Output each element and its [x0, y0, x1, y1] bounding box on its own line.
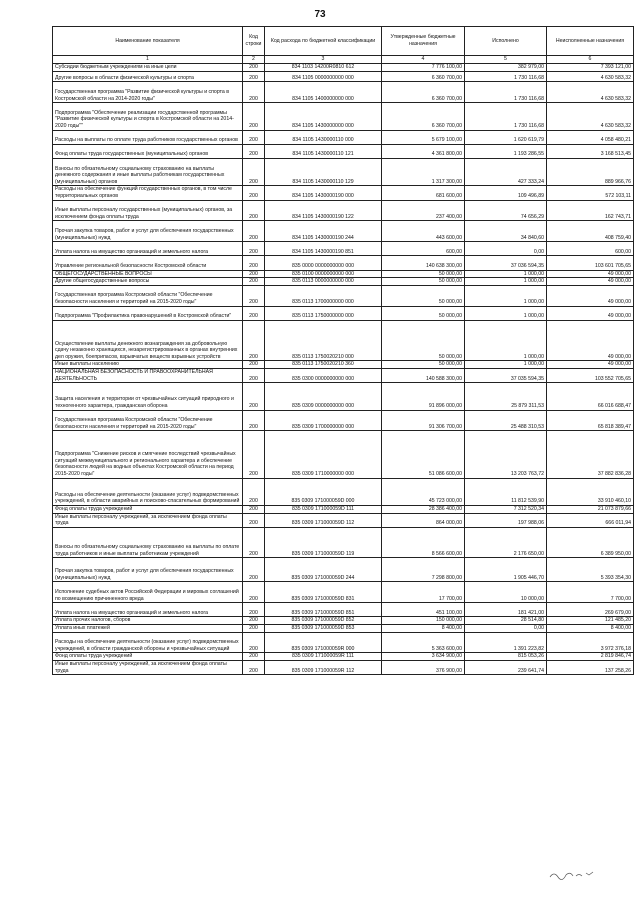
table-row [53, 661, 634, 675]
header-line-code: Код строки [243, 27, 265, 56]
row-line-code-cell: 200 [243, 617, 265, 625]
column-number: 3 [265, 56, 382, 64]
row-classification-code-cell: 834 1105 1430000110 121 [265, 144, 382, 158]
row-line-code-cell: 200 [243, 103, 265, 130]
row-classification-code-cell: 835 0309 171000059R 000 [265, 632, 382, 653]
row-approved-cell: 50 000,00 [382, 320, 465, 361]
table-row [53, 558, 634, 582]
header-executed: Исполнено [465, 27, 547, 56]
row-executed-cell: 25 488 310,53 [465, 410, 547, 431]
row-remaining-cell: 162 743,71 [547, 200, 634, 221]
table-row [53, 242, 634, 256]
table-row [53, 527, 634, 558]
row-classification-code-cell: 835 0113 1750020210 360 [265, 361, 382, 369]
row-executed-cell: 1 000,00 [465, 278, 547, 286]
row-line-code-cell: 200 [243, 270, 265, 278]
row-classification-code-cell: 835 0100 0000000000 000 [265, 270, 382, 278]
row-executed-cell: 239 641,74 [465, 661, 547, 675]
table-body [53, 56, 634, 675]
table-row [53, 617, 634, 625]
table-row [53, 270, 634, 278]
row-name-cell: Уплата налога на имущество организаций и земельного налога [53, 603, 243, 617]
table-row [53, 159, 634, 186]
row-classification-code-cell: 834 1105 1430000190 122 [265, 200, 382, 221]
row-classification-code-cell: 835 0309 171000059D 111 [265, 505, 382, 513]
row-executed-cell: 13 203 763,72 [465, 431, 547, 478]
row-line-code-cell: 200 [243, 632, 265, 653]
row-approved-cell: 150 000,00 [382, 617, 465, 625]
row-remaining-cell: 7 393 121,00 [547, 64, 634, 72]
row-approved-cell: 50 000,00 [382, 270, 465, 278]
row-executed-cell: 0,00 [465, 242, 547, 256]
row-approved-cell: 17 700,00 [382, 582, 465, 603]
page-number: 73 [314, 9, 326, 20]
row-executed-cell: 1 391 223,82 [465, 632, 547, 653]
row-classification-code-cell: 835 0300 0000000000 000 [265, 368, 382, 382]
row-executed-cell: 181 421,00 [465, 603, 547, 617]
row-remaining-cell: 5 393 354,30 [547, 558, 634, 582]
table-row [53, 431, 634, 478]
row-classification-code-cell: 834 1105 1430000000 000 [265, 103, 382, 130]
row-approved-cell: 1 317 300,00 [382, 159, 465, 186]
row-line-code-cell: 200 [243, 256, 265, 270]
row-approved-cell: 140 588 300,00 [382, 368, 465, 382]
row-name-cell: Взносы по обязательному социальному страхованию на выплаты денежного содержания и иные выплаты работникам государственных (муниципальных) органов [53, 159, 243, 186]
row-remaining-cell: 49 000,00 [547, 361, 634, 369]
row-approved-cell: 51 086 600,00 [382, 431, 465, 478]
row-classification-code-cell: 834 1105 1400000000 000 [265, 82, 382, 103]
row-executed-cell: 1 000,00 [465, 285, 547, 306]
row-line-code-cell: 200 [243, 320, 265, 361]
row-line-code-cell: 200 [243, 603, 265, 617]
row-name-cell: Государственная программа Костромской области "Обеспечение безопасности населения и территорий на 2015-2020 годы" [53, 285, 243, 306]
row-line-code-cell: 200 [243, 558, 265, 582]
row-executed-cell: 34 840,60 [465, 221, 547, 242]
row-name-cell: Субсидии бюджетным учреждениям на иные цели [53, 64, 243, 72]
row-classification-code-cell: 835 0113 1700000000 000 [265, 285, 382, 306]
table-row [53, 513, 634, 527]
table-row [53, 144, 634, 158]
row-name-cell: Подпрограмма "Снижение рисков и смягчение последствий чрезвычайных ситуаций межмуниципального и регионального характера и обеспечение безопасности людей на водных объектах Костромской области на период 2015-2020 годы" [53, 431, 243, 478]
table-row [53, 82, 634, 103]
row-approved-cell: 45 723 000,00 [382, 478, 465, 505]
row-name-cell: Государственная программа Костромской области "Обеспечение безопасности населения и территорий на 2015-2020 годы" [53, 410, 243, 431]
row-approved-cell: 376 900,00 [382, 661, 465, 675]
row-classification-code-cell: 835 0309 171000059D 119 [265, 527, 382, 558]
column-number: 5 [465, 56, 547, 64]
row-approved-cell: 443 600,00 [382, 221, 465, 242]
row-approved-cell: 5 679 100,00 [382, 130, 465, 144]
row-classification-code-cell: 835 0309 1700000000 000 [265, 410, 382, 431]
row-classification-code-cell: 835 0309 0000000000 000 [265, 383, 382, 410]
table-row [53, 582, 634, 603]
row-remaining-cell: 408 759,40 [547, 221, 634, 242]
table-row [53, 383, 634, 410]
column-number: 1 [53, 56, 243, 64]
row-remaining-cell: 7 700,00 [547, 582, 634, 603]
row-name-cell: НАЦИОНАЛЬНАЯ БЕЗОПАСНОСТЬ И ПРАВООХРАНИТЕЛЬНАЯ ДЕЯТЕЛЬНОСТЬ [53, 368, 243, 382]
row-approved-cell: 28 386 400,00 [382, 505, 465, 513]
row-executed-cell: 1 730 116,68 [465, 82, 547, 103]
row-executed-cell: 1 000,00 [465, 270, 547, 278]
row-remaining-cell: 49 000,00 [547, 270, 634, 278]
header-budget-classification-code: Код расхода по бюджетной классификации [265, 27, 382, 56]
row-classification-code-cell: 835 0309 171000059D 000 [265, 478, 382, 505]
row-approved-cell: 7 298 800,00 [382, 558, 465, 582]
row-remaining-cell: 66 016 688,47 [547, 383, 634, 410]
row-remaining-cell: 2 819 846,74 [547, 653, 634, 661]
header-approved-appropriations: Утвержденные бюджетные назначения [382, 27, 465, 56]
row-line-code-cell: 200 [243, 82, 265, 103]
row-remaining-cell: 37 882 836,28 [547, 431, 634, 478]
row-line-code-cell: 200 [243, 64, 265, 72]
row-classification-code-cell: 835 0309 171000059R 112 [265, 661, 382, 675]
table-row [53, 603, 634, 617]
row-classification-code-cell: 835 0309 171000059D 112 [265, 513, 382, 527]
row-remaining-cell: 4 630 583,32 [547, 103, 634, 130]
row-remaining-cell: 4 058 480,21 [547, 130, 634, 144]
row-remaining-cell: 3 972 376,18 [547, 632, 634, 653]
table-row [53, 653, 634, 661]
column-number-row [53, 56, 634, 64]
row-remaining-cell: 269 679,00 [547, 603, 634, 617]
row-executed-cell: 1 000,00 [465, 320, 547, 361]
table-row [53, 320, 634, 361]
row-name-cell: Иные выплаты персоналу учреждений, за исключением фонда оплаты труда [53, 661, 243, 675]
row-executed-cell: 37 035 594,35 [465, 368, 547, 382]
row-executed-cell: 7 312 520,34 [465, 505, 547, 513]
row-executed-cell: 1 905 446,70 [465, 558, 547, 582]
row-classification-code-cell: 835 0113 0000000000 000 [265, 278, 382, 286]
row-name-cell: Прочая закупка товаров, работ и услуг для обеспечения государственных (муниципальных) нужд [53, 221, 243, 242]
row-line-code-cell: 200 [243, 285, 265, 306]
row-approved-cell: 91 306 700,00 [382, 410, 465, 431]
row-name-cell: Фонд оплаты труда государственных (муниципальных) органов [53, 144, 243, 158]
row-classification-code-cell: 835 0309 171000059D 244 [265, 558, 382, 582]
row-executed-cell: 25 879 311,53 [465, 383, 547, 410]
row-remaining-cell: 65 818 389,47 [547, 410, 634, 431]
row-line-code-cell: 200 [243, 200, 265, 221]
row-executed-cell: 0,00 [465, 625, 547, 633]
header-indicator-name: Наименование показателя [53, 27, 243, 56]
row-remaining-cell: 21 073 879,66 [547, 505, 634, 513]
row-name-cell: Управление региональной безопасности Костромской области [53, 256, 243, 270]
column-number: 6 [547, 56, 634, 64]
row-line-code-cell: 200 [243, 221, 265, 242]
row-name-cell: Расходы на обеспечение деятельности (оказание услуг) подведомственных учреждений, в области гражданской обороны и чрезвычайных ситуаций [53, 632, 243, 653]
row-name-cell: Расходы на обеспечение деятельности (оказание услуг) подведомственных учреждений, в области аварийных и поисково-спасательных формирований [53, 478, 243, 505]
row-line-code-cell: 200 [243, 582, 265, 603]
row-approved-cell: 681 600,00 [382, 186, 465, 200]
row-remaining-cell: 33 910 460,10 [547, 478, 634, 505]
row-classification-code-cell: 835 0309 1710000000 000 [265, 431, 382, 478]
table-row [53, 186, 634, 200]
row-name-cell: Иные выплаты населению [53, 361, 243, 369]
table-row [53, 256, 634, 270]
row-approved-cell: 600,00 [382, 242, 465, 256]
row-name-cell: Иные выплаты персоналу государственных (муниципальных) органов, за исключением фонда оплаты труда [53, 200, 243, 221]
row-line-code-cell: 200 [243, 71, 265, 82]
row-name-cell: Уплата прочих налогов, сборов [53, 617, 243, 625]
row-approved-cell: 50 000,00 [382, 361, 465, 369]
row-classification-code-cell: 835 0309 171000059D 853 [265, 625, 382, 633]
row-name-cell: Расходы на обеспечение функций государственных органов, в том числе территориальных органов [53, 186, 243, 200]
row-executed-cell: 2 176 650,00 [465, 527, 547, 558]
row-executed-cell: 1 730 116,68 [465, 71, 547, 82]
row-remaining-cell: 137 258,26 [547, 661, 634, 675]
row-name-cell: Другие общегосударственные вопросы [53, 278, 243, 286]
row-remaining-cell: 572 103,11 [547, 186, 634, 200]
row-line-code-cell: 200 [243, 368, 265, 382]
row-classification-code-cell: 835 0309 171000059R 111 [265, 653, 382, 661]
budget-execution-table [52, 26, 634, 675]
row-remaining-cell: 103 552 705,65 [547, 368, 634, 382]
row-executed-cell: 1 730 116,68 [465, 103, 547, 130]
row-line-code-cell: 200 [243, 242, 265, 256]
row-executed-cell: 74 656,29 [465, 200, 547, 221]
handwritten-mark [548, 867, 598, 881]
row-remaining-cell: 103 601 705,65 [547, 256, 634, 270]
row-name-cell: Государственная программа "Развитие физической культуры и спорта в Костромской области на 2014-2020 годы" [53, 82, 243, 103]
row-remaining-cell: 121 485,20 [547, 617, 634, 625]
row-name-cell: Фонд оплаты труда учреждений [53, 505, 243, 513]
row-remaining-cell: 49 000,00 [547, 278, 634, 286]
row-name-cell: Взносы по обязательному социальному страхованию на выплаты по оплате труда работников и иные выплаты работникам учреждений [53, 527, 243, 558]
header-unexecuted-appropriations: Неисполненные назначения [547, 27, 634, 56]
row-approved-cell: 237 400,00 [382, 200, 465, 221]
row-line-code-cell: 200 [243, 144, 265, 158]
table-row [53, 221, 634, 242]
row-name-cell: Иные выплаты персоналу учреждений, за исключением фонда оплаты труда [53, 513, 243, 527]
row-approved-cell: 3 634 900,00 [382, 653, 465, 661]
row-approved-cell: 451 100,00 [382, 603, 465, 617]
row-classification-code-cell: 834 1105 1430000190 851 [265, 242, 382, 256]
row-classification-code-cell: 835 0309 171000059D 831 [265, 582, 382, 603]
table-row [53, 368, 634, 382]
table-row [53, 200, 634, 221]
row-classification-code-cell: 834 1105 1430000110 000 [265, 130, 382, 144]
row-name-cell: ОБЩЕГОСУДАРСТВЕННЫЕ ВОПРОСЫ [53, 270, 243, 278]
row-executed-cell: 815 053,26 [465, 653, 547, 661]
row-executed-cell: 109 496,89 [465, 186, 547, 200]
row-approved-cell: 6 360 700,00 [382, 71, 465, 82]
row-classification-code-cell: 834 1105 0000000000 000 [265, 71, 382, 82]
row-executed-cell: 37 036 594,35 [465, 256, 547, 270]
row-executed-cell: 28 514,80 [465, 617, 547, 625]
row-line-code-cell: 200 [243, 513, 265, 527]
row-remaining-cell: 6 389 950,00 [547, 527, 634, 558]
row-remaining-cell: 666 011,94 [547, 513, 634, 527]
row-approved-cell: 140 638 300,00 [382, 256, 465, 270]
row-name-cell: Расходы на выплаты по оплате труда работников государственных органов [53, 130, 243, 144]
row-approved-cell: 91 896 000,00 [382, 383, 465, 410]
row-approved-cell: 864 000,00 [382, 513, 465, 527]
row-classification-code-cell: 835 0113 1750000000 000 [265, 306, 382, 320]
row-approved-cell: 8 566 600,00 [382, 527, 465, 558]
row-remaining-cell: 889 966,76 [547, 159, 634, 186]
row-executed-cell: 1 000,00 [465, 306, 547, 320]
row-approved-cell: 7 776 100,00 [382, 64, 465, 72]
row-line-code-cell: 200 [243, 478, 265, 505]
table-row [53, 71, 634, 82]
row-line-code-cell: 200 [243, 653, 265, 661]
row-line-code-cell: 200 [243, 527, 265, 558]
row-approved-cell: 50 000,00 [382, 285, 465, 306]
row-name-cell: Исполнение судебных актов Российской Федерации и мировых соглашений по возмещению причиненного вреда [53, 582, 243, 603]
row-line-code-cell: 200 [243, 186, 265, 200]
row-approved-cell: 50 000,00 [382, 278, 465, 286]
row-name-cell: Уплата налога на имущество организаций и земельного налога [53, 242, 243, 256]
row-approved-cell: 6 360 700,00 [382, 82, 465, 103]
row-classification-code-cell: 835 0113 1750020210 000 [265, 320, 382, 361]
row-executed-cell: 11 812 539,90 [465, 478, 547, 505]
row-executed-cell: 1 620 619,79 [465, 130, 547, 144]
row-line-code-cell: 200 [243, 505, 265, 513]
row-name-cell: Уплата иных платежей [53, 625, 243, 633]
row-name-cell: Фонд оплаты труда учреждений [53, 653, 243, 661]
row-line-code-cell: 200 [243, 130, 265, 144]
row-line-code-cell: 200 [243, 361, 265, 369]
row-name-cell: Подпрограмма "Профилактика правонарушений в Костромской области" [53, 306, 243, 320]
table-row [53, 285, 634, 306]
table-row [53, 625, 634, 633]
row-classification-code-cell: 834 1105 1430000110 129 [265, 159, 382, 186]
table-header-row [53, 27, 634, 56]
row-executed-cell: 1 193 286,55 [465, 144, 547, 158]
row-line-code-cell: 200 [243, 306, 265, 320]
table-row [53, 306, 634, 320]
column-number: 4 [382, 56, 465, 64]
table-row [53, 64, 634, 72]
row-line-code-cell: 200 [243, 159, 265, 186]
row-name-cell: Осуществление выплаты денежного вознаграждения за добровольную сдачу незаконно хранящихся, незарегистрированных в органах внутренних дел оружия, боеприпасов, взрывчатых веществ взрывных устройств [53, 320, 243, 361]
row-executed-cell: 382 979,00 [465, 64, 547, 72]
row-remaining-cell: 8 400,00 [547, 625, 634, 633]
table-row [53, 278, 634, 286]
row-line-code-cell: 200 [243, 383, 265, 410]
row-classification-code-cell: 835 0309 171000059D 852 [265, 617, 382, 625]
column-number: 2 [243, 56, 265, 64]
row-executed-cell: 10 000,00 [465, 582, 547, 603]
row-name-cell: Другие вопросы в области физической культуры и спорта [53, 71, 243, 82]
row-remaining-cell: 4 630 583,32 [547, 82, 634, 103]
row-classification-code-cell: 834 1105 1430000190 244 [265, 221, 382, 242]
row-classification-code-cell: 834 1103 14200R0810 612 [265, 64, 382, 72]
row-executed-cell: 197 988,06 [465, 513, 547, 527]
row-remaining-cell: 49 000,00 [547, 320, 634, 361]
table-row [53, 505, 634, 513]
row-executed-cell: 1 000,00 [465, 361, 547, 369]
row-name-cell: Защита населения и территории от чрезвычайных ситуаций природного и техногенного характера, гражданская оборона [53, 383, 243, 410]
row-line-code-cell: 200 [243, 278, 265, 286]
table-row [53, 130, 634, 144]
table-row [53, 478, 634, 505]
row-line-code-cell: 200 [243, 410, 265, 431]
row-approved-cell: 50 000,00 [382, 306, 465, 320]
row-name-cell: Прочая закупка товаров, работ и услуг для обеспечения государственных (муниципальных) нужд [53, 558, 243, 582]
row-remaining-cell: 49 000,00 [547, 306, 634, 320]
row-line-code-cell: 200 [243, 625, 265, 633]
table-row [53, 361, 634, 369]
row-name-cell: Подпрограмма "Обеспечение реализации государственной программы "Развитие физической культуры и спорта в Костромской области на 2014-2020 годы"" [53, 103, 243, 130]
row-executed-cell: 427 333,24 [465, 159, 547, 186]
row-remaining-cell: 3 168 513,45 [547, 144, 634, 158]
row-classification-code-cell: 835 0309 171000059D 851 [265, 603, 382, 617]
table-row [53, 410, 634, 431]
row-approved-cell: 4 361 800,00 [382, 144, 465, 158]
table-row [53, 103, 634, 130]
row-approved-cell: 5 363 600,00 [382, 632, 465, 653]
row-line-code-cell: 200 [243, 661, 265, 675]
row-line-code-cell: 200 [243, 431, 265, 478]
row-approved-cell: 6 360 700,00 [382, 103, 465, 130]
row-classification-code-cell: 834 1105 1430000190 000 [265, 186, 382, 200]
row-classification-code-cell: 835 0000 0000000000 000 [265, 256, 382, 270]
table-row [53, 632, 634, 653]
row-approved-cell: 8 400,00 [382, 625, 465, 633]
row-remaining-cell: 600,00 [547, 242, 634, 256]
row-remaining-cell: 4 630 583,32 [547, 71, 634, 82]
row-remaining-cell: 49 000,00 [547, 285, 634, 306]
